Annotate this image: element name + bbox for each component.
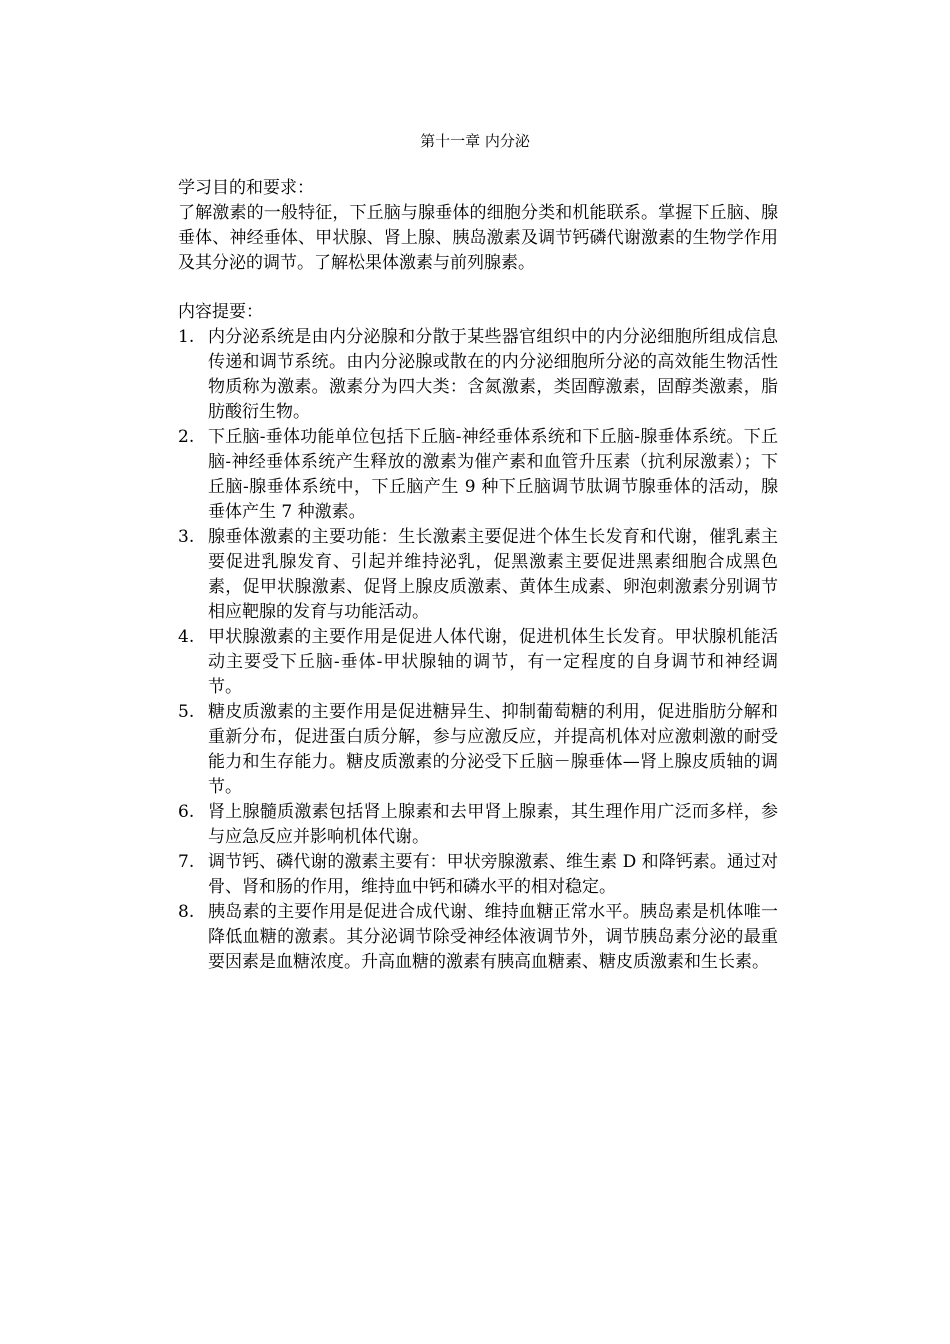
list-item	[178, 900, 778, 975]
item-text: 下丘脑-垂体功能单位包括下丘脑-神经垂体系统和下丘脑-腺垂体系统。下丘脑-神经垂体系统产生释放的激素为催产素和血管升压素（抗利尿激素）；下丘脑-腺垂体系统中，下丘脑产生 9 种下丘脑调节肽调节腺垂体的活动，腺垂体产生 7 种激素。	[208, 427, 778, 522]
list-item	[178, 700, 778, 800]
item-text: 糖皮质激素的主要作用是促进糖异生、抑制葡萄糖的利用，促进脂肪分解和重新分布，促进蛋白质分解，参与应激反应，并提高机体对应激刺激的耐受能力和生存能力。糖皮质激素的分泌受下丘脑－腺垂体—肾上腺皮质轴的调节。	[208, 702, 778, 797]
list-item	[178, 800, 778, 850]
item-number: 4.	[178, 627, 195, 647]
contents-heading: 内容提要：	[178, 302, 263, 322]
list-item	[178, 425, 778, 525]
item-text: 胰岛素的主要作用是促进合成代谢、维持血糖正常水平。胰岛素是机体唯一降低血糖的激素。其分泌调节除受神经体液调节外，调节胰岛素分泌的最重要因素是血糖浓度。升高血糖的激素有胰高血糖素、糖皮质激素和生长素。	[208, 902, 778, 972]
item-text: 内分泌系统是由内分泌腺和分散于某些器官组织中的内分泌细胞所组成信息传递和调节系统。由内分泌腺或散在的内分泌细胞所分泌的高效能生物活性物质称为激素。激素分为四大类：含氮激素，类固醇激素，固醇类激素，脂肪酸衍生物。	[208, 327, 778, 422]
objectives-section	[178, 176, 778, 276]
item-text: 甲状腺激素的主要作用是促进人体代谢，促进机体生长发育。甲状腺机能活动主要受下丘脑-垂体-甲状腺轴的调节，有一定程度的自身调节和神经调节。	[208, 627, 778, 697]
list-item	[178, 325, 778, 425]
list-item	[178, 625, 778, 700]
item-number: 5.	[178, 702, 195, 722]
contents-section	[178, 300, 778, 975]
item-number: 3.	[178, 527, 195, 547]
item-text: 肾上腺髓质激素包括肾上腺素和去甲肾上腺素，其生理作用广泛而多样，参与应急反应并影响机体代谢。	[208, 802, 778, 847]
item-text: 腺垂体激素的主要功能：生长激素主要促进个体生长发育和代谢，催乳素主要促进乳腺发育、引起并维持泌乳，促黑激素主要促进黑素细胞合成黑色素，促甲状腺激素、促肾上腺皮质激素、黄体生成素、卵泡刺激素分别调节相应靶腺的发育与功能活动。	[208, 527, 778, 622]
objectives-text: 了解激素的一般特征，下丘脑与腺垂体的细胞分类和机能联系。掌握下丘脑、腺垂体、神经垂体、甲状腺、肾上腺、胰岛激素及调节钙磷代谢激素的生物学作用及其分泌的调节。了解松果体激素与前列腺素。	[178, 203, 778, 273]
list-item	[178, 850, 778, 900]
item-text: 调节钙、磷代谢的激素主要有：甲状旁腺激素、维生素 D 和降钙素。通过对骨、肾和肠的作用，维持血中钙和磷水平的相对稳定。	[208, 852, 778, 897]
chapter-title: 第十一章 内分泌	[420, 132, 530, 150]
contents-list	[178, 325, 778, 975]
item-number: 1.	[178, 327, 195, 347]
objectives-heading: 学习目的和要求：	[178, 178, 314, 198]
item-number: 8.	[178, 902, 195, 922]
item-number: 7.	[178, 852, 195, 872]
list-item	[178, 525, 778, 625]
item-number: 2.	[178, 427, 195, 447]
item-number: 6.	[178, 802, 195, 822]
